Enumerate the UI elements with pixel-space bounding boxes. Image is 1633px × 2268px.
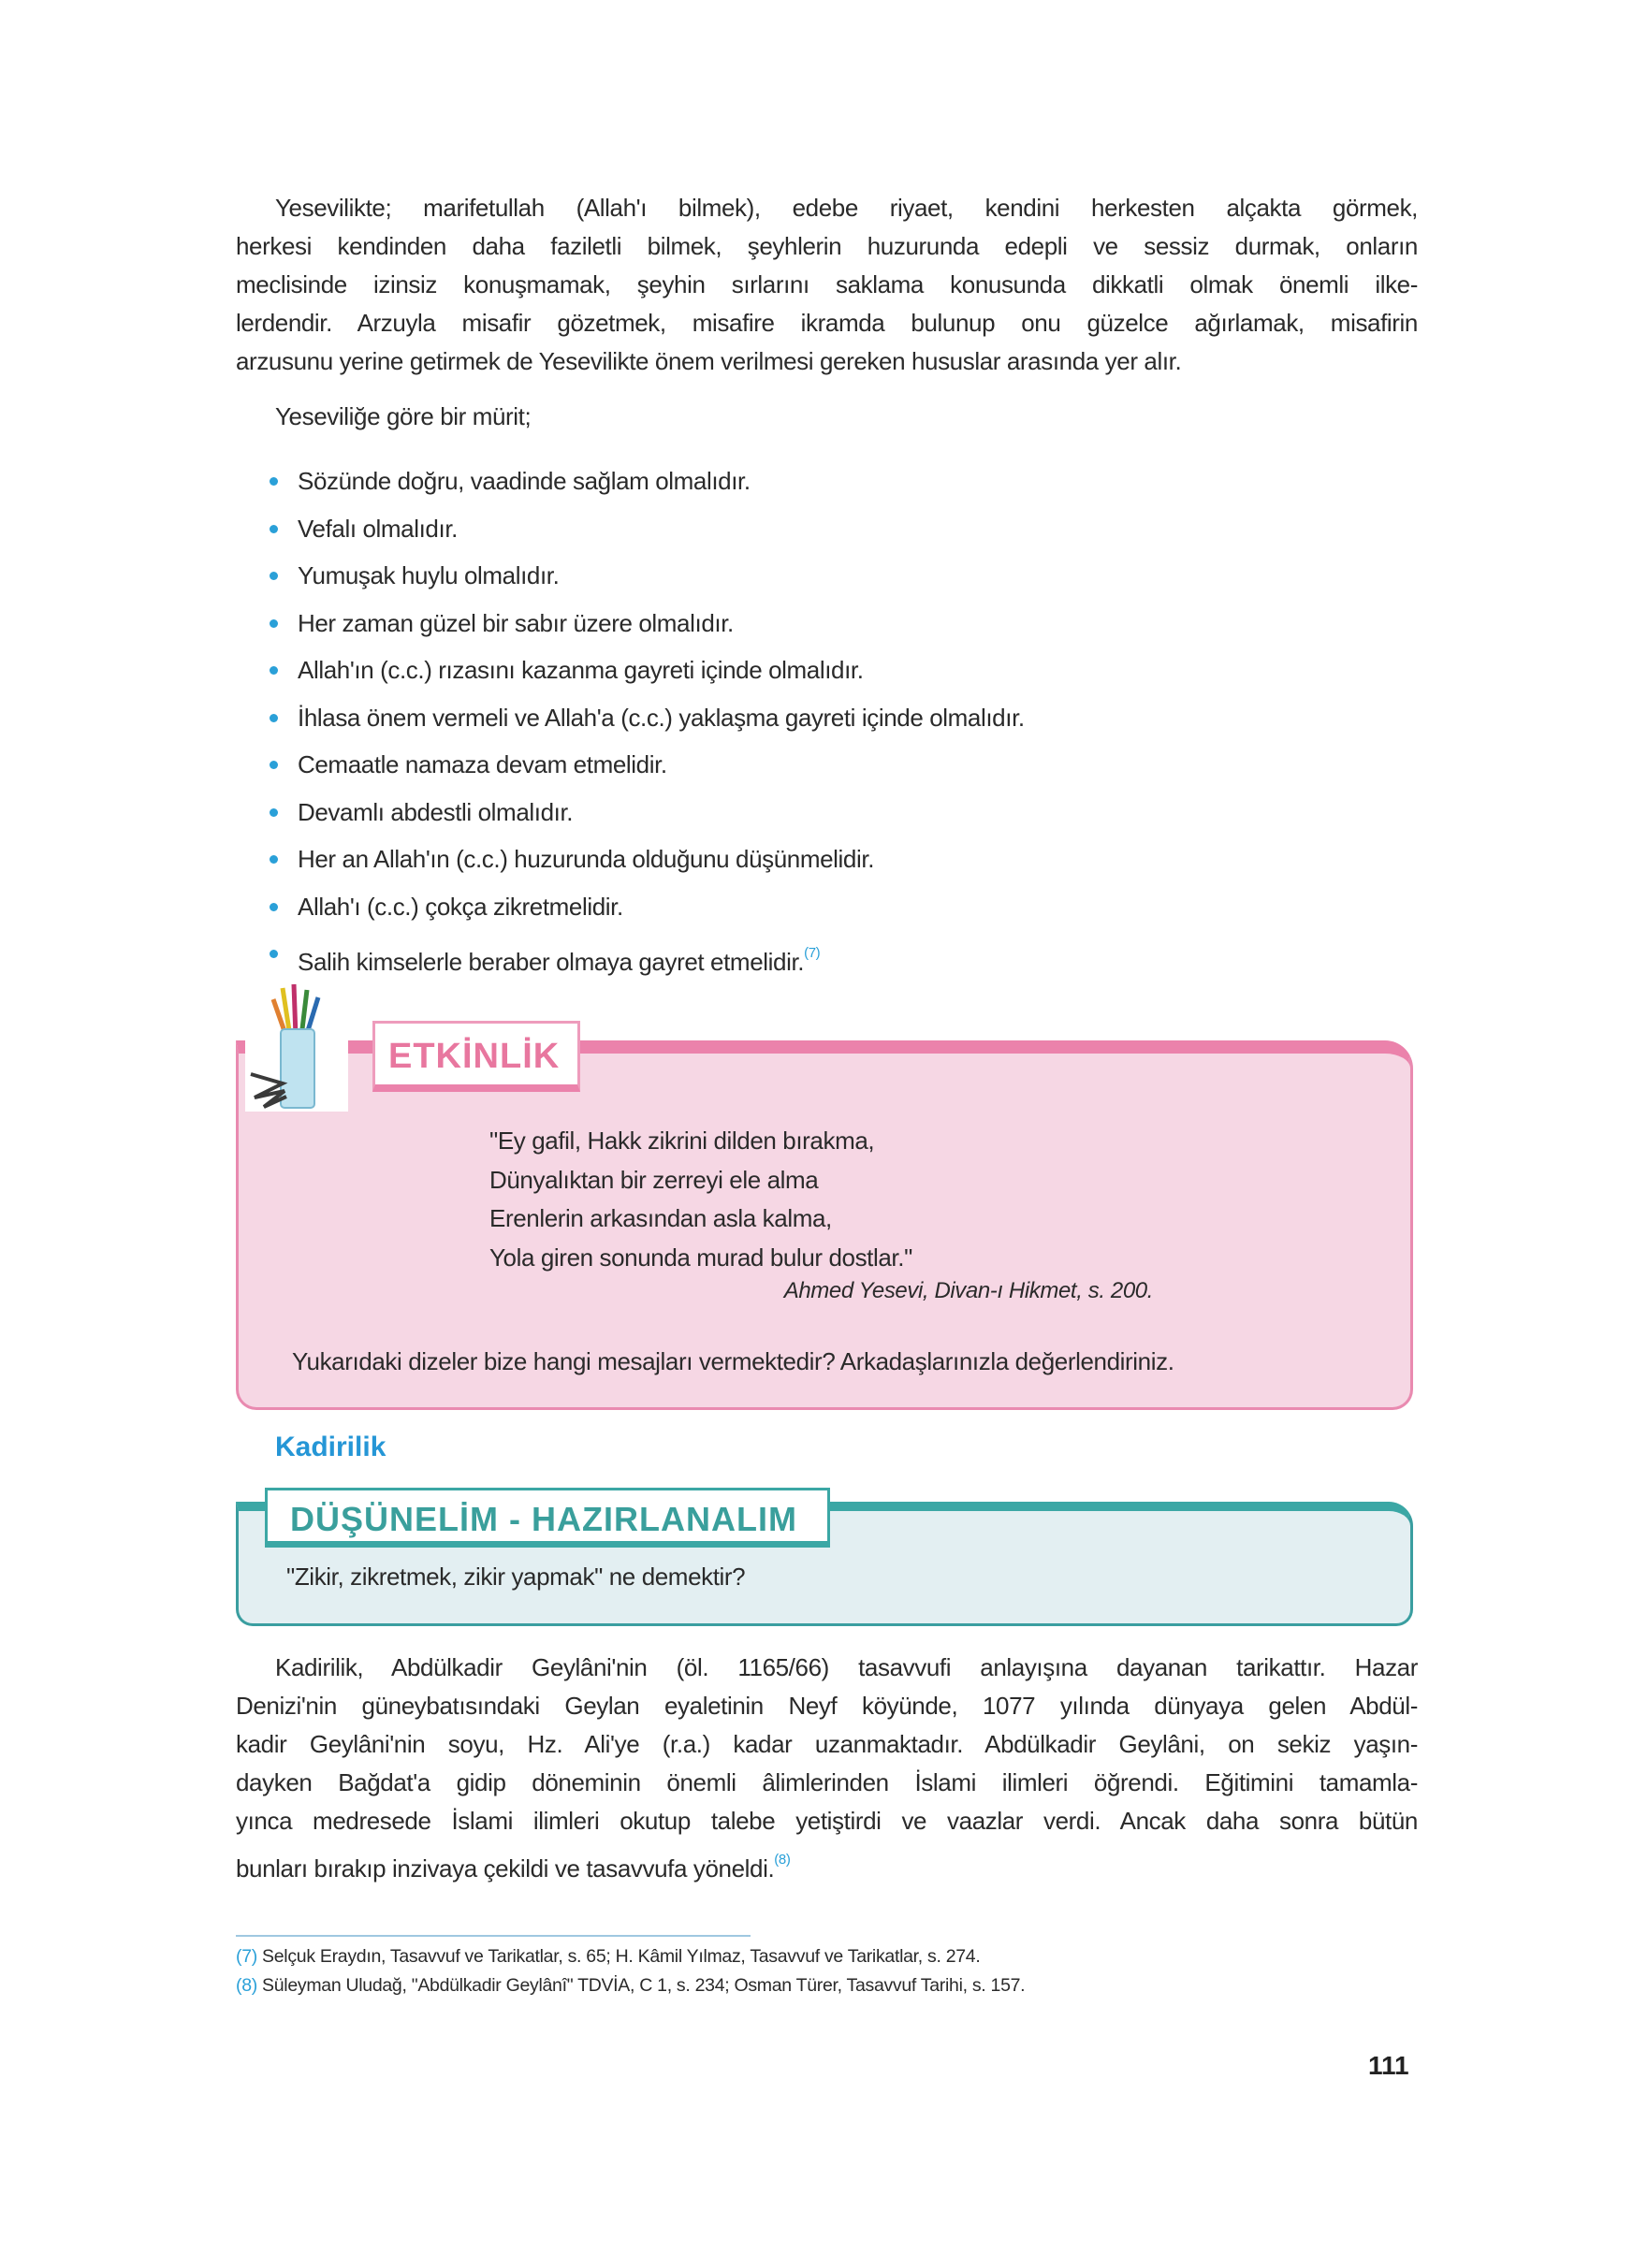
footnote-divider bbox=[236, 1935, 751, 1937]
text-line: kadir Geylâni'nin soyu, Hz. Ali'ye (r.a.) kadar uzanmaktadır. Abdülkadir Geylâni, on sekiz yaşın- bbox=[236, 1730, 1418, 1758]
page-number: 111 bbox=[1368, 2051, 1409, 2080]
list-item: Her an Allah'ın (c.c.) huzurunda olduğunu düşünmelidir. bbox=[268, 840, 1025, 888]
footnote-ref[interactable]: (7) bbox=[804, 945, 821, 961]
footnote: (8) Süleyman Uludağ, "Abdülkadir Geylânî" TDVİA, C 1, s. 234; Osman Türer, Tasavvuf Tarihi, s. 157. bbox=[236, 1975, 1026, 1996]
dusunelim-title: DÜŞÜNELİM - HAZIRLANALIM bbox=[290, 1500, 797, 1538]
pencil-cup-icon bbox=[245, 981, 348, 1112]
text-line: meclisinde izinsiz konuşmamak, şeyhin sırlarını saklama konusunda dikkatli olmak önemli ilke- bbox=[236, 270, 1418, 298]
list-item: İhlasa önem vermeli ve Allah'a (c.c.) yaklaşma gayreti içinde olmalıdır. bbox=[268, 699, 1025, 747]
text-line: Kadirilik, Abdülkadir Geylâni'nin (öl. 1165/66) tasavvufi anlayışına dayanan tarikattır. Hazar bbox=[275, 1653, 1418, 1681]
section-heading: Kadirilik bbox=[275, 1432, 386, 1462]
bullet-icon bbox=[270, 761, 278, 769]
text-line: yınca medresede İslami ilimleri okutup talebe yetiştirdi ve vaazlar verdi. Ancak daha sonra bütün bbox=[236, 1807, 1418, 1835]
list-item: Her zaman güzel bir sabır üzere olmalıdır. bbox=[268, 604, 1025, 652]
list-item: Vefalı olmalıdır. bbox=[268, 510, 1025, 558]
bullet-icon bbox=[270, 950, 278, 958]
list-item: Sözünde doğru, vaadinde sağlam olmalıdır. bbox=[268, 462, 1025, 510]
paragraph-yesevilik bbox=[236, 189, 1418, 381]
paragraph-kadirilik bbox=[236, 1649, 1418, 1883]
murit-qualities-list bbox=[268, 462, 1025, 982]
poem-attribution: Ahmed Yesevi, Divan-ı Hikmet, s. 200. bbox=[783, 1278, 1153, 1303]
list-item: Salih kimselerle beraber olmaya gayret etmelidir.$^{(7)}$ bbox=[268, 935, 1025, 982]
list-item: Devamlı abdestli olmalıdır. bbox=[268, 793, 1025, 841]
list-item: Cemaatle namaza devam etmelidir. bbox=[268, 746, 1025, 793]
bullet-icon bbox=[270, 855, 278, 864]
list-item: Yumuşak huylu olmalıdır. bbox=[268, 557, 1025, 604]
etkinlik-tab bbox=[372, 1021, 580, 1092]
text-line: dayken Bağdat'a gidip döneminin önemli âlimlerinden İslami ilimleri öğrendi. Eğitimini tamamla- bbox=[236, 1768, 1418, 1796]
list-lead: Yeseviliğe göre bir mürit; bbox=[275, 402, 532, 430]
bullet-icon bbox=[270, 666, 278, 675]
text-line: arzusunu yerine getirmek de Yesevilikte önem verilmesi gereken hususlar arasında yer alır. bbox=[236, 347, 1182, 375]
bullet-icon bbox=[270, 903, 278, 911]
footnote-ref[interactable]: (8) bbox=[774, 1852, 791, 1868]
footnote: (7) Selçuk Eraydın, Tasavvuf ve Tarikatlar, s. 65; H. Kâmil Yılmaz, Tasavvuf ve Tarikatlar, s. 274. bbox=[236, 1946, 981, 1967]
text-line: Yesevilikte; marifetullah (Allah'ı bilmek), edebe riyaet, kendini herkesten alçakta görmek, bbox=[275, 194, 1418, 222]
text-line: lerdendir. Arzuyla misafir gözetmek, misafire ikramda bulunup onu güzelce ağırlamak, misafirin bbox=[236, 309, 1418, 337]
bullet-icon bbox=[270, 477, 278, 486]
dusunelim-tab bbox=[265, 1488, 830, 1548]
text-line: bunları bırakıp inzivaya çekildi ve tasavvufa yöneldi.$^{(8)}$ bbox=[236, 1852, 791, 1883]
bullet-icon bbox=[270, 714, 278, 722]
poem-line: Erenlerin arkasından asla kalma, bbox=[489, 1204, 832, 1232]
list-item: Allah'ın (c.c.) rızasını kazanma gayreti içinde olmalıdır. bbox=[268, 651, 1025, 699]
etkinlik-title: ETKİNLİK bbox=[388, 1037, 561, 1076]
bullet-icon bbox=[270, 808, 278, 817]
poem bbox=[489, 1122, 912, 1277]
text-line: herkesi kendinden daha faziletli bilmek, şeyhlerin huzurunda edepli ve sessiz durmak, onların bbox=[236, 232, 1418, 260]
poem-line: Yola giren sonunda murad bulur dostlar." bbox=[489, 1243, 912, 1272]
poem-line: "Ey gafil, Hakk zikrini dilden bırakma, bbox=[489, 1127, 875, 1155]
etkinlik-question: Yukarıdaki dizeler bize hangi mesajları vermektedir? Arkadaşlarınızla değerlendiriniz. bbox=[292, 1347, 1174, 1375]
dusunelim-question: "Zikir, zikretmek, zikir yapmak" ne demektir? bbox=[286, 1563, 746, 1591]
poem-line: Dünyalıktan bir zerreyi ele alma bbox=[489, 1165, 819, 1194]
bullet-icon bbox=[270, 619, 278, 628]
bullet-icon bbox=[270, 572, 278, 580]
text-line: Denizi'nin güneybatısındaki Geylan eyaletinin Neyf köyünde, 1077 yılında dünyaya gelen Abdül- bbox=[236, 1692, 1418, 1720]
bullet-icon bbox=[270, 525, 278, 533]
list-item: Allah'ı (c.c.) çokça zikretmelidir. bbox=[268, 888, 1025, 936]
